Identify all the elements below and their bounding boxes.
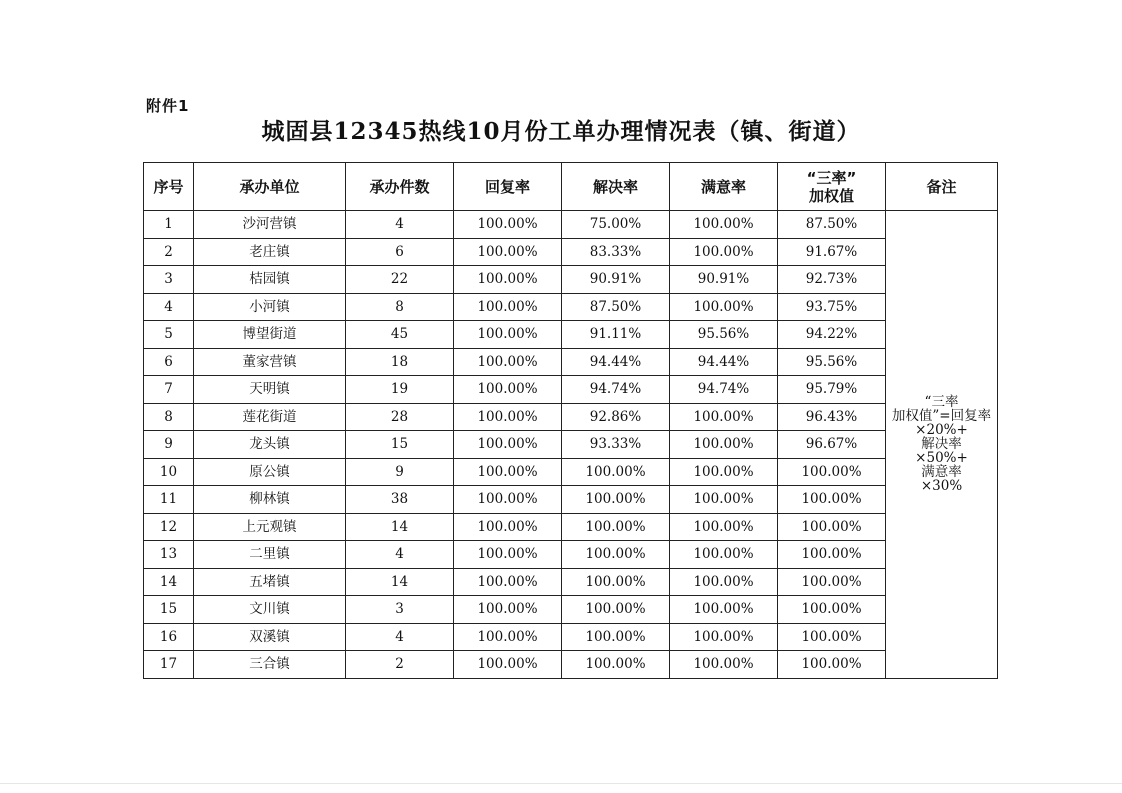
table-row (144, 568, 998, 596)
cell-unit: 莲花街道 (194, 403, 346, 431)
cell-seq: 12 (144, 513, 194, 541)
cell-seq: 8 (144, 403, 194, 431)
cell-unit: 老庄镇 (194, 238, 346, 266)
cell-count: 18 (346, 348, 454, 376)
note-line: 加权值”=回复率 (891, 408, 992, 425)
cell-count: 4 (346, 211, 454, 239)
cell-satisfaction-rate: 100.00% (670, 596, 778, 624)
table-row (144, 486, 998, 514)
cell-resolve-rate: 87.50% (562, 293, 670, 321)
cell-weighted-value: 96.67% (778, 431, 886, 459)
cell-weighted-value: 100.00% (778, 541, 886, 569)
cell-resolve-rate: 100.00% (562, 486, 670, 514)
cell-unit: 上元观镇 (194, 513, 346, 541)
cell-resolve-rate: 100.00% (562, 596, 670, 624)
cell-reply-rate: 100.00% (454, 211, 562, 239)
cell-satisfaction-rate: 100.00% (670, 486, 778, 514)
cell-reply-rate: 100.00% (454, 431, 562, 459)
cell-unit: 沙河营镇 (194, 211, 346, 239)
cell-count: 22 (346, 266, 454, 294)
cell-seq: 16 (144, 623, 194, 651)
cell-resolve-rate: 100.00% (562, 513, 670, 541)
table-row (144, 321, 998, 349)
cell-count: 4 (346, 541, 454, 569)
page-title: 城固县12345热线10月份工单办理情况表（镇、街道） (261, 118, 861, 145)
table-row (144, 266, 998, 294)
cell-resolve-rate: 94.44% (562, 348, 670, 376)
cell-count: 8 (346, 293, 454, 321)
cell-satisfaction-rate: 90.91% (670, 266, 778, 294)
cell-weighted-value: 93.75% (778, 293, 886, 321)
cell-satisfaction-rate: 100.00% (670, 211, 778, 239)
cell-weighted-value: 91.67% (778, 238, 886, 266)
cell-satisfaction-rate: 100.00% (670, 403, 778, 431)
scan-edge (0, 783, 1122, 784)
cell-resolve-rate: 90.91% (562, 266, 670, 294)
cell-count: 4 (346, 623, 454, 651)
cell-satisfaction-rate: 100.00% (670, 293, 778, 321)
cell-seq: 9 (144, 431, 194, 459)
cell-weighted-value: 100.00% (778, 486, 886, 514)
cell-unit: 双溪镇 (194, 623, 346, 651)
cell-reply-rate: 100.00% (454, 568, 562, 596)
cell-unit: 小河镇 (194, 293, 346, 321)
cell-seq: 17 (144, 651, 194, 679)
cell-seq: 1 (144, 211, 194, 239)
header-row (144, 163, 998, 211)
cell-satisfaction-rate: 95.56% (670, 321, 778, 349)
cell-satisfaction-rate: 100.00% (670, 513, 778, 541)
cell-satisfaction-rate: 100.00% (670, 541, 778, 569)
cell-seq: 2 (144, 238, 194, 266)
cell-reply-rate: 100.00% (454, 238, 562, 266)
cell-resolve-rate: 100.00% (562, 651, 670, 679)
table-body (144, 211, 998, 679)
cell-seq: 13 (144, 541, 194, 569)
table-row (144, 211, 998, 239)
cell-resolve-rate: 100.00% (562, 458, 670, 486)
cell-reply-rate: 100.00% (454, 513, 562, 541)
cell-resolve-rate: 75.00% (562, 211, 670, 239)
cell-count: 28 (346, 403, 454, 431)
cell-seq: 14 (144, 568, 194, 596)
cell-count: 19 (346, 376, 454, 404)
cell-unit: 天明镇 (194, 376, 346, 404)
cell-seq: 4 (144, 293, 194, 321)
cell-reply-rate: 100.00% (454, 348, 562, 376)
cell-seq: 11 (144, 486, 194, 514)
cell-reply-rate: 100.00% (454, 321, 562, 349)
stats-table (143, 162, 998, 679)
table-row (144, 513, 998, 541)
cell-satisfaction-rate: 100.00% (670, 651, 778, 679)
cell-unit: 龙头镇 (194, 431, 346, 459)
cell-resolve-rate: 94.74% (562, 376, 670, 404)
cell-reply-rate: 100.00% (454, 651, 562, 679)
cell-count: 14 (346, 513, 454, 541)
table-row (144, 293, 998, 321)
header-unit: 承办单位 (194, 163, 346, 211)
cell-unit: 桔园镇 (194, 266, 346, 294)
cell-weighted-value: 92.73% (778, 266, 886, 294)
note-cell (886, 211, 998, 679)
cell-reply-rate: 100.00% (454, 266, 562, 294)
note-line: 解决率 (921, 436, 962, 453)
note-line: ×20%+ (915, 422, 968, 439)
cell-resolve-rate: 92.86% (562, 403, 670, 431)
cell-reply-rate: 100.00% (454, 541, 562, 569)
table-row (144, 541, 998, 569)
cell-resolve-rate: 83.33% (562, 238, 670, 266)
cell-unit: 二里镇 (194, 541, 346, 569)
cell-weighted-value: 87.50% (778, 211, 886, 239)
cell-count: 2 (346, 651, 454, 679)
cell-resolve-rate: 100.00% (562, 568, 670, 596)
cell-count: 15 (346, 431, 454, 459)
cell-satisfaction-rate: 94.74% (670, 376, 778, 404)
table-row (144, 623, 998, 651)
attachment-label: 附件1 (146, 97, 190, 115)
cell-count: 3 (346, 596, 454, 624)
header-resolve-rate: 解决率 (562, 163, 670, 211)
cell-satisfaction-rate: 100.00% (670, 238, 778, 266)
cell-weighted-value: 100.00% (778, 458, 886, 486)
note-line: ×30% (920, 478, 963, 495)
cell-reply-rate: 100.00% (454, 458, 562, 486)
cell-resolve-rate: 100.00% (562, 541, 670, 569)
cell-satisfaction-rate: 100.00% (670, 568, 778, 596)
cell-resolve-rate: 93.33% (562, 431, 670, 459)
header-satisfaction-rate: 满意率 (670, 163, 778, 211)
header-seq: 序号 (144, 163, 194, 211)
cell-unit: 博望街道 (194, 321, 346, 349)
cell-weighted-value: 95.79% (778, 376, 886, 404)
cell-seq: 7 (144, 376, 194, 404)
cell-weighted-value: 96.43% (778, 403, 886, 431)
cell-unit: 董家营镇 (194, 348, 346, 376)
cell-satisfaction-rate: 100.00% (670, 458, 778, 486)
cell-seq: 10 (144, 458, 194, 486)
cell-count: 38 (346, 486, 454, 514)
cell-resolve-rate: 100.00% (562, 623, 670, 651)
table-row (144, 596, 998, 624)
cell-reply-rate: 100.00% (454, 293, 562, 321)
table-row (144, 376, 998, 404)
cell-seq: 6 (144, 348, 194, 376)
table-row (144, 458, 998, 486)
cell-unit: 文川镇 (194, 596, 346, 624)
cell-seq: 3 (144, 266, 194, 294)
table-row (144, 403, 998, 431)
header-note: 备注 (886, 163, 998, 211)
cell-reply-rate: 100.00% (454, 376, 562, 404)
table-row (144, 431, 998, 459)
cell-weighted-value: 95.56% (778, 348, 886, 376)
cell-reply-rate: 100.00% (454, 623, 562, 651)
header-weighted-value (778, 163, 886, 211)
table-row (144, 651, 998, 679)
cell-unit: 柳林镇 (194, 486, 346, 514)
cell-weighted-value: 100.00% (778, 623, 886, 651)
cell-weighted-value: 100.00% (778, 651, 886, 679)
header-weighted-line1: “三率” (806, 168, 857, 187)
cell-count: 14 (346, 568, 454, 596)
table-row (144, 238, 998, 266)
cell-satisfaction-rate: 100.00% (670, 431, 778, 459)
cell-reply-rate: 100.00% (454, 403, 562, 431)
cell-satisfaction-rate: 94.44% (670, 348, 778, 376)
cell-seq: 5 (144, 321, 194, 349)
note-line: 满意率 (921, 464, 962, 481)
cell-weighted-value: 100.00% (778, 596, 886, 624)
cell-reply-rate: 100.00% (454, 596, 562, 624)
table-row (144, 348, 998, 376)
cell-seq: 15 (144, 596, 194, 624)
note-line: ×50%+ (915, 450, 968, 467)
cell-weighted-value: 100.00% (778, 568, 886, 596)
cell-count: 9 (346, 458, 454, 486)
header-reply-rate: 回复率 (454, 163, 562, 211)
cell-weighted-value: 100.00% (778, 513, 886, 541)
cell-unit: 三合镇 (194, 651, 346, 679)
cell-unit: 五堵镇 (194, 568, 346, 596)
cell-reply-rate: 100.00% (454, 486, 562, 514)
cell-resolve-rate: 91.11% (562, 321, 670, 349)
cell-satisfaction-rate: 100.00% (670, 623, 778, 651)
cell-count: 6 (346, 238, 454, 266)
cell-weighted-value: 94.22% (778, 321, 886, 349)
cell-count: 45 (346, 321, 454, 349)
header-weighted-line2: 加权值 (808, 186, 854, 205)
note-line: “三率 (924, 394, 959, 411)
header-count: 承办件数 (346, 163, 454, 211)
cell-unit: 原公镇 (194, 458, 346, 486)
